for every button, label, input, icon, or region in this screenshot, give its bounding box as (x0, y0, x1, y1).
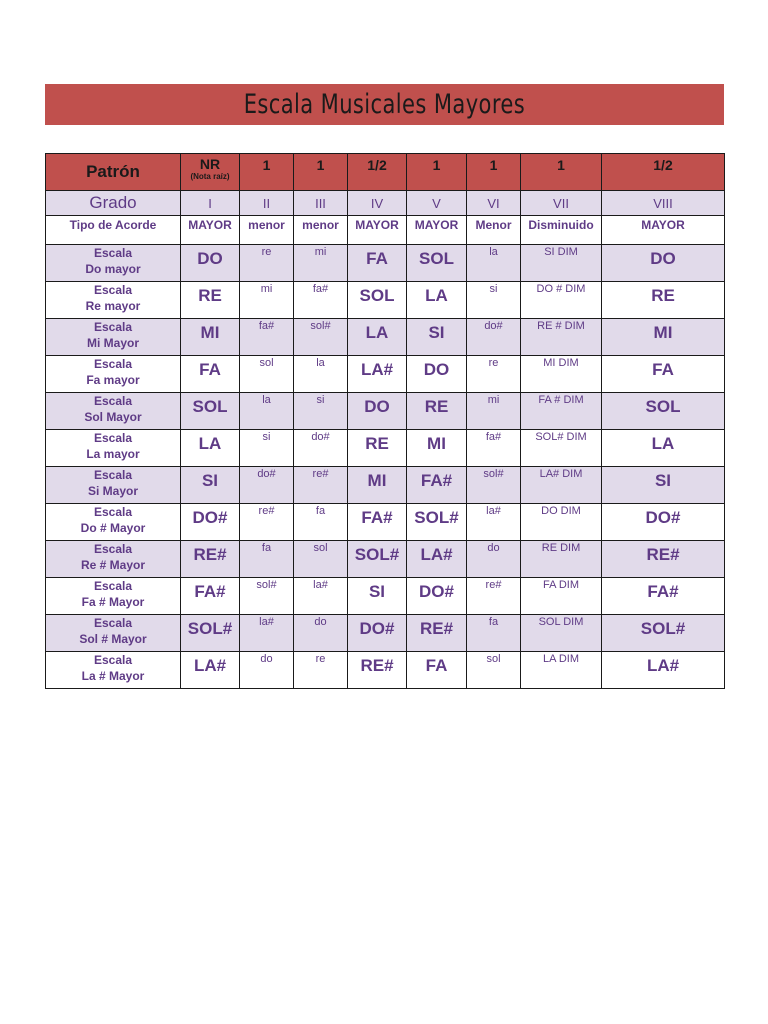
step-header: 1 (467, 154, 521, 191)
fourth-note-cell: FA# (348, 504, 407, 541)
fifth-note-cell: RE (407, 393, 467, 430)
root-note-cell: RE (181, 282, 240, 319)
grado-cell: IV (348, 191, 407, 216)
grado-cell: VI (467, 191, 521, 216)
fourth-note-cell: MI (348, 467, 407, 504)
sixth-note-cell: la# (467, 504, 521, 541)
grado-label: Grado (46, 191, 181, 216)
octave-note-cell: LA# (602, 652, 725, 689)
fifth-note-cell: DO# (407, 578, 467, 615)
octave-note-cell: FA# (602, 578, 725, 615)
third-note-cell: do# (294, 430, 348, 467)
scale-row (46, 245, 725, 282)
scale-name-line1: Escala (93, 616, 133, 630)
scale-name-cell (46, 541, 181, 578)
step-header: 1 (521, 154, 602, 191)
third-note-cell: fa# (294, 282, 348, 319)
scale-name-line1: Escala (93, 357, 133, 371)
scale-name-line2: Do # Mayor (80, 521, 146, 535)
sixth-note-cell: fa# (467, 430, 521, 467)
fourth-note-cell: SI (348, 578, 407, 615)
scale-name-cell (46, 652, 181, 689)
nr-label: NR (199, 156, 221, 172)
second-note-cell: mi (240, 282, 294, 319)
chord-type-label: Tipo de Acorde (46, 216, 181, 245)
grado-cell: III (294, 191, 348, 216)
scale-name-line2: Fa mayor (86, 373, 140, 387)
grado-row (46, 191, 725, 216)
scale-row (46, 356, 725, 393)
sixth-note-cell: do (467, 541, 521, 578)
scale-name-cell (46, 615, 181, 652)
scale-name-line2: Re mayor (85, 299, 141, 313)
step-header: 1/2 (348, 154, 407, 191)
scales-table (45, 153, 725, 689)
scale-name-cell (46, 319, 181, 356)
grado-cell: VII (521, 191, 602, 216)
scale-name-line1: Escala (93, 579, 133, 593)
fourth-note-cell: DO# (348, 615, 407, 652)
fifth-note-cell: LA# (407, 541, 467, 578)
chord-type-cell: Disminuido (521, 216, 602, 245)
second-note-cell: do (240, 652, 294, 689)
scale-row (46, 282, 725, 319)
fourth-note-cell: RE (348, 430, 407, 467)
sixth-note-cell: fa (467, 615, 521, 652)
seventh-chord-cell: DO DIM (521, 504, 602, 541)
scale-name-line1: Escala (93, 468, 133, 482)
octave-note-cell: DO (602, 245, 725, 282)
octave-note-cell: SI (602, 467, 725, 504)
scale-name-cell (46, 504, 181, 541)
scale-row (46, 652, 725, 689)
nr-sublabel: (Nota raíz) (190, 172, 230, 181)
fourth-note-cell: LA (348, 319, 407, 356)
root-note-cell: SI (181, 467, 240, 504)
title-band (45, 84, 724, 125)
second-note-cell: la (240, 393, 294, 430)
root-note-cell: RE# (181, 541, 240, 578)
scale-name-cell (46, 282, 181, 319)
scale-name-line2: Sol # Mayor (79, 632, 147, 646)
octave-note-cell: RE (602, 282, 725, 319)
root-note-cell: DO# (181, 504, 240, 541)
scale-name-line2: Si Mayor (87, 484, 138, 498)
seventh-chord-cell: MI DIM (521, 356, 602, 393)
fifth-note-cell: FA (407, 652, 467, 689)
octave-note-cell: LA (602, 430, 725, 467)
scale-row (46, 430, 725, 467)
second-note-cell: la# (240, 615, 294, 652)
scale-row (46, 504, 725, 541)
root-note-cell: DO (181, 245, 240, 282)
scale-name-cell (46, 578, 181, 615)
scale-name-line2: Sol Mayor (84, 410, 142, 424)
page-title: Escala Musicales Mayores (243, 89, 526, 120)
fourth-note-cell: SOL (348, 282, 407, 319)
scale-row (46, 467, 725, 504)
pattern-header-row (46, 154, 725, 191)
scales-table-body (46, 154, 725, 689)
second-note-cell: sol# (240, 578, 294, 615)
scale-name-cell (46, 467, 181, 504)
root-note-cell: SOL# (181, 615, 240, 652)
fourth-note-cell: SOL# (348, 541, 407, 578)
root-note-cell: FA (181, 356, 240, 393)
second-note-cell: fa# (240, 319, 294, 356)
scale-row (46, 578, 725, 615)
fifth-note-cell: SOL# (407, 504, 467, 541)
second-note-cell: re# (240, 504, 294, 541)
scale-row (46, 541, 725, 578)
scale-name-line1: Escala (93, 505, 133, 519)
fifth-note-cell: RE# (407, 615, 467, 652)
third-note-cell: la (294, 356, 348, 393)
nr-header (181, 154, 240, 191)
seventh-chord-cell: FA DIM (521, 578, 602, 615)
seventh-chord-cell: SI DIM (521, 245, 602, 282)
scale-name-line2: Do mayor (85, 262, 141, 276)
sixth-note-cell: sol (467, 652, 521, 689)
scale-name-line1: Escala (93, 283, 133, 297)
grado-cell: V (407, 191, 467, 216)
chord-type-row (46, 216, 725, 245)
grado-cell: VIII (602, 191, 725, 216)
second-note-cell: do# (240, 467, 294, 504)
scale-name-line1: Escala (93, 431, 133, 445)
seventh-chord-cell: RE DIM (521, 541, 602, 578)
seventh-chord-cell: LA# DIM (521, 467, 602, 504)
second-note-cell: si (240, 430, 294, 467)
scale-name-line2: La mayor (86, 447, 140, 461)
sixth-note-cell: mi (467, 393, 521, 430)
step-header: 1 (240, 154, 294, 191)
chord-type-cell: MAYOR (181, 216, 240, 245)
step-header: 1/2 (602, 154, 725, 191)
step-header: 1 (407, 154, 467, 191)
fourth-note-cell: RE# (348, 652, 407, 689)
scale-name-line2: Mi Mayor (86, 336, 139, 350)
scale-name-cell (46, 430, 181, 467)
root-note-cell: LA (181, 430, 240, 467)
root-note-cell: FA# (181, 578, 240, 615)
scale-row (46, 319, 725, 356)
seventh-chord-cell: DO # DIM (521, 282, 602, 319)
third-note-cell: mi (294, 245, 348, 282)
third-note-cell: sol# (294, 319, 348, 356)
scale-name-line1: Escala (93, 542, 133, 556)
seventh-chord-cell: LA DIM (521, 652, 602, 689)
third-note-cell: re# (294, 467, 348, 504)
octave-note-cell: MI (602, 319, 725, 356)
patron-header: Patrón (46, 154, 181, 191)
scale-name-cell (46, 393, 181, 430)
fourth-note-cell: FA (348, 245, 407, 282)
octave-note-cell: FA (602, 356, 725, 393)
chord-type-cell: MAYOR (407, 216, 467, 245)
scale-name-line2: Fa # Mayor (81, 595, 145, 609)
sixth-note-cell: la (467, 245, 521, 282)
fifth-note-cell: SOL (407, 245, 467, 282)
seventh-chord-cell: SOL# DIM (521, 430, 602, 467)
third-note-cell: fa (294, 504, 348, 541)
scale-name-cell (46, 245, 181, 282)
chord-type-cell: MAYOR (348, 216, 407, 245)
sixth-note-cell: do# (467, 319, 521, 356)
scale-name-line2: La # Mayor (81, 669, 145, 683)
scale-name-line1: Escala (93, 653, 133, 667)
chord-type-cell: menor (294, 216, 348, 245)
sixth-note-cell: re# (467, 578, 521, 615)
second-note-cell: sol (240, 356, 294, 393)
third-note-cell: do (294, 615, 348, 652)
octave-note-cell: SOL (602, 393, 725, 430)
second-note-cell: re (240, 245, 294, 282)
third-note-cell: si (294, 393, 348, 430)
root-note-cell: MI (181, 319, 240, 356)
scale-name-line1: Escala (93, 246, 133, 260)
seventh-chord-cell: FA # DIM (521, 393, 602, 430)
chord-type-cell: MAYOR (602, 216, 725, 245)
octave-note-cell: SOL# (602, 615, 725, 652)
scale-name-line2: Re # Mayor (80, 558, 146, 572)
third-note-cell: la# (294, 578, 348, 615)
sixth-note-cell: sol# (467, 467, 521, 504)
seventh-chord-cell: RE # DIM (521, 319, 602, 356)
fourth-note-cell: DO (348, 393, 407, 430)
step-header: 1 (294, 154, 348, 191)
root-note-cell: LA# (181, 652, 240, 689)
sixth-note-cell: si (467, 282, 521, 319)
fifth-note-cell: LA (407, 282, 467, 319)
octave-note-cell: DO# (602, 504, 725, 541)
fourth-note-cell: LA# (348, 356, 407, 393)
octave-note-cell: RE# (602, 541, 725, 578)
seventh-chord-cell: SOL DIM (521, 615, 602, 652)
scale-name-line1: Escala (93, 320, 133, 334)
root-note-cell: SOL (181, 393, 240, 430)
chord-type-cell: menor (240, 216, 294, 245)
grado-cell: I (181, 191, 240, 216)
grado-cell: II (240, 191, 294, 216)
scale-row (46, 393, 725, 430)
scale-name-cell (46, 356, 181, 393)
third-note-cell: re (294, 652, 348, 689)
fifth-note-cell: FA# (407, 467, 467, 504)
fifth-note-cell: DO (407, 356, 467, 393)
chord-type-cell: Menor (467, 216, 521, 245)
fifth-note-cell: SI (407, 319, 467, 356)
third-note-cell: sol (294, 541, 348, 578)
scale-name-line1: Escala (93, 394, 133, 408)
sixth-note-cell: re (467, 356, 521, 393)
scale-row (46, 615, 725, 652)
fifth-note-cell: MI (407, 430, 467, 467)
second-note-cell: fa (240, 541, 294, 578)
